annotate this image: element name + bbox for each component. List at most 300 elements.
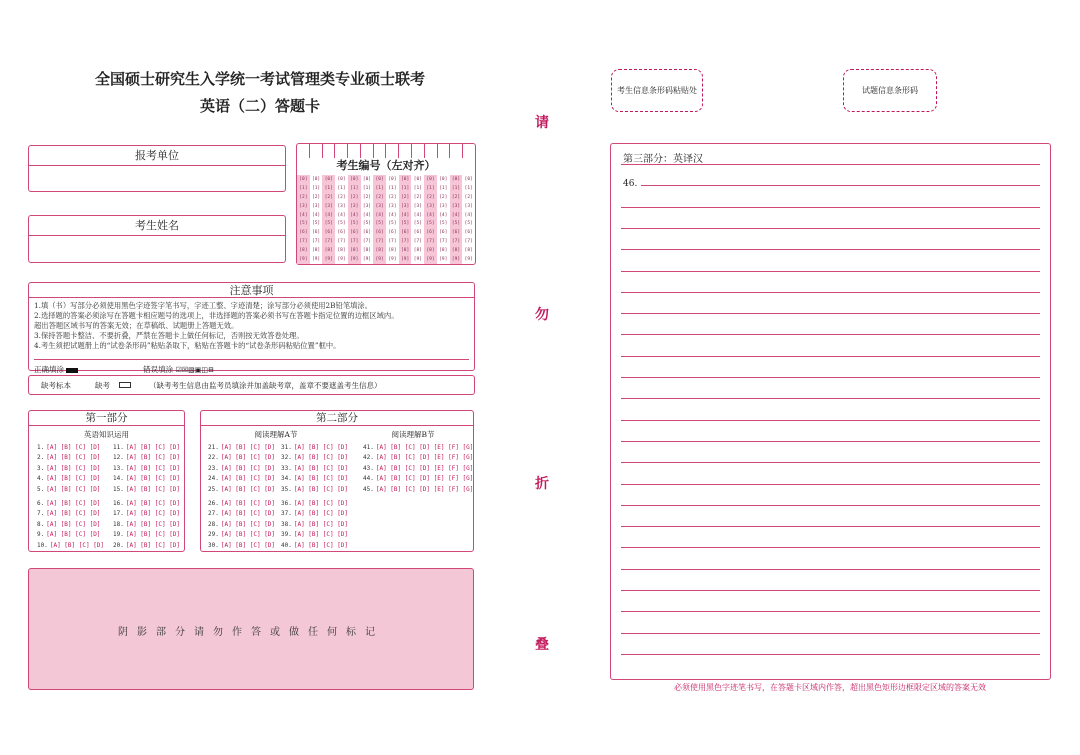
- answer-options[interactable]: [A] [B] [C] [D]: [293, 444, 349, 451]
- unit-field[interactable]: [28, 145, 286, 192]
- question-row[interactable]: [37, 521, 104, 531]
- answer-line[interactable]: [621, 526, 1040, 527]
- answer-options[interactable]: [A] [B] [C] [D]: [220, 499, 276, 507]
- answer-options[interactable]: [A] [B] [C] [D] [E] [F] [G]: [375, 454, 474, 462]
- question-row[interactable]: [113, 531, 180, 541]
- digit-bubble[interactable]: [6]: [350, 230, 359, 236]
- answer-options[interactable]: [A] [B] [C] [D]: [125, 464, 181, 472]
- digit-bubble[interactable]: [1]: [451, 185, 461, 191]
- answer-options[interactable]: [A] [B] [C] [D]: [220, 444, 276, 451]
- digit-bubble[interactable]: [4]: [299, 212, 308, 218]
- question-row[interactable]: [37, 500, 104, 510]
- digit-bubble[interactable]: [7]: [324, 239, 333, 245]
- exam-digit-column[interactable]: [322, 175, 335, 264]
- answer-line[interactable]: [621, 654, 1040, 655]
- exam-digit-column[interactable]: [361, 175, 374, 264]
- digit-bubble[interactable]: [6]: [439, 230, 448, 236]
- digit-bubble[interactable]: [3]: [312, 203, 321, 209]
- answer-options[interactable]: [A] [B] [C] [D] [E] [F] [G]: [375, 464, 474, 472]
- part1-column-1[interactable]: [37, 444, 104, 552]
- digit-bubble[interactable]: [5]: [324, 221, 333, 227]
- question-row[interactable]: [363, 454, 473, 464]
- answer-options[interactable]: [A] [B] [C] [D]: [293, 510, 349, 518]
- digit-bubble[interactable]: [8]: [324, 248, 333, 254]
- part3-box[interactable]: [610, 143, 1051, 680]
- digit-bubble[interactable]: [0]: [464, 176, 473, 182]
- answer-line[interactable]: [621, 398, 1040, 399]
- part2-column-3[interactable]: [363, 444, 473, 496]
- digit-bubble[interactable]: [1]: [350, 185, 359, 191]
- digit-bubble[interactable]: [1]: [362, 185, 372, 191]
- digit-bubble[interactable]: [0]: [439, 176, 448, 182]
- answer-options[interactable]: [A] [B] [C] [D]: [293, 464, 349, 472]
- exam-digit-column[interactable]: [399, 175, 412, 264]
- question-row[interactable]: [363, 475, 473, 485]
- question-row[interactable]: [281, 542, 348, 552]
- question-row[interactable]: [363, 486, 473, 496]
- digit-bubble[interactable]: [7]: [362, 239, 372, 245]
- digit-bubble[interactable]: [8]: [451, 248, 461, 254]
- answer-options[interactable]: [A] [B] [C] [D]: [293, 531, 349, 539]
- digit-bubble[interactable]: [3]: [324, 203, 333, 209]
- answer-options[interactable]: [A] [B] [C] [D]: [46, 454, 101, 462]
- exam-barcode-area[interactable]: [843, 69, 937, 112]
- question-row[interactable]: [113, 542, 180, 552]
- digit-bubble[interactable]: [6]: [312, 230, 321, 236]
- digit-bubble[interactable]: [1]: [388, 185, 397, 191]
- answer-options[interactable]: [A] [B] [C] [D]: [46, 475, 101, 483]
- question-row[interactable]: [208, 454, 275, 464]
- digit-bubble[interactable]: [1]: [426, 185, 435, 191]
- digit-bubble[interactable]: [0]: [451, 176, 461, 182]
- answer-line[interactable]: [621, 420, 1040, 421]
- answer-options[interactable]: [A] [B] [C] [D] [E] [F] [G]: [375, 444, 474, 451]
- answer-options[interactable]: [A] [B] [C] [D]: [46, 531, 101, 539]
- part3-title: 第三部分：英译汉: [623, 154, 703, 165]
- digit-bubble[interactable]: [0]: [337, 176, 346, 182]
- digit-bubble[interactable]: [2]: [439, 194, 448, 200]
- question-row[interactable]: [208, 465, 275, 475]
- digit-bubble[interactable]: [9]: [337, 256, 346, 262]
- digit-bubble[interactable]: [6]: [388, 230, 397, 236]
- exam-number-bubbles[interactable]: [297, 175, 475, 264]
- answer-line[interactable]: [621, 207, 1040, 208]
- answer-options[interactable]: [A] [B] [C] [D]: [125, 485, 181, 493]
- question-number: 23.: [208, 464, 219, 472]
- digit-bubble[interactable]: [0]: [388, 176, 397, 182]
- digit-bubble[interactable]: [9]: [401, 256, 410, 262]
- answer-line[interactable]: [621, 441, 1040, 442]
- digit-bubble[interactable]: [8]: [312, 248, 321, 254]
- digit-bubble[interactable]: [1]: [375, 185, 384, 191]
- digit-bubble[interactable]: [4]: [439, 212, 448, 218]
- question-number: 14.: [113, 475, 124, 483]
- answer-options[interactable]: [A] [B] [C] [D]: [125, 499, 181, 507]
- answer-line[interactable]: [621, 569, 1040, 570]
- digit-bubble[interactable]: [4]: [312, 212, 321, 218]
- answer-options[interactable]: [A] [B] [C] [D]: [46, 499, 101, 507]
- answer-line[interactable]: [621, 356, 1040, 357]
- digit-bubble[interactable]: [3]: [375, 203, 384, 209]
- answer-options[interactable]: [A] [B] [C] [D]: [125, 541, 181, 549]
- answer-line[interactable]: [621, 484, 1040, 485]
- digit-bubble[interactable]: [3]: [451, 203, 461, 209]
- digit-bubble[interactable]: [2]: [401, 194, 410, 200]
- question-row[interactable]: [113, 486, 180, 496]
- digit-bubble[interactable]: [3]: [413, 203, 422, 209]
- question-number: 28.: [208, 520, 219, 528]
- digit-bubble[interactable]: [5]: [350, 221, 359, 227]
- question-row[interactable]: [208, 531, 275, 541]
- question-row[interactable]: [113, 500, 180, 510]
- question-number: 37.: [281, 510, 292, 518]
- answer-line[interactable]: [621, 547, 1040, 548]
- digit-bubble[interactable]: [1]: [401, 185, 410, 191]
- answer-line[interactable]: [621, 271, 1040, 272]
- answer-line[interactable]: [621, 164, 1040, 165]
- digit-bubble[interactable]: [5]: [375, 221, 384, 227]
- answer-options[interactable]: [A] [B] [C] [D]: [46, 510, 101, 518]
- digit-bubble[interactable]: [4]: [362, 212, 372, 218]
- question-row[interactable]: [208, 500, 275, 510]
- digit-bubble[interactable]: [4]: [337, 212, 346, 218]
- answer-options[interactable]: [A] [B] [C] [D]: [293, 499, 349, 507]
- digit-bubble[interactable]: [3]: [299, 203, 308, 209]
- answer-options[interactable]: [A] [B] [C] [D]: [293, 520, 349, 528]
- digit-bubble[interactable]: [8]: [439, 248, 448, 254]
- digit-bubble[interactable]: [9]: [426, 256, 435, 262]
- notes-line: 3.保持答题卡整洁、不要折叠，严禁在答题卡上做任何标记，否则按无效答卷处理。: [34, 331, 304, 340]
- digit-bubble[interactable]: [9]: [299, 256, 308, 262]
- digit-bubble[interactable]: [7]: [388, 239, 397, 245]
- digit-bubble[interactable]: [8]: [375, 248, 384, 254]
- digit-bubble[interactable]: [5]: [426, 221, 435, 227]
- question-row[interactable]: [208, 475, 275, 485]
- digit-bubble[interactable]: [7]: [299, 239, 308, 245]
- question-number: 9.: [37, 531, 45, 539]
- digit-bubble[interactable]: [4]: [324, 212, 333, 218]
- digit-bubble[interactable]: [6]: [324, 230, 333, 236]
- digit-bubble[interactable]: [2]: [388, 194, 397, 200]
- digit-bubble[interactable]: [8]: [413, 248, 422, 254]
- digit-bubble[interactable]: [4]: [413, 212, 422, 218]
- question-row[interactable]: [281, 465, 348, 475]
- exam-number-write-cells[interactable]: [297, 144, 475, 158]
- exam-digit-column[interactable]: [348, 175, 361, 264]
- digit-bubble[interactable]: [3]: [464, 203, 473, 209]
- name-field[interactable]: [28, 215, 286, 263]
- digit-bubble[interactable]: [5]: [464, 221, 473, 227]
- answer-options[interactable]: [A] [B] [C] [D]: [46, 485, 101, 493]
- digit-bubble[interactable]: [8]: [350, 248, 359, 254]
- answer-options[interactable]: [A] [B] [C] [D]: [293, 485, 349, 493]
- digit-bubble[interactable]: [1]: [324, 185, 333, 191]
- question-number: 40.: [281, 541, 292, 549]
- digit-bubble[interactable]: [8]: [401, 248, 410, 254]
- question-row[interactable]: [281, 510, 348, 520]
- question-row[interactable]: [281, 444, 348, 454]
- digit-bubble[interactable]: [4]: [375, 212, 384, 218]
- digit-bubble[interactable]: [0]: [299, 176, 308, 182]
- digit-bubble[interactable]: [6]: [464, 230, 473, 236]
- answer-line[interactable]: [621, 377, 1040, 378]
- exam-number-grid[interactable]: [296, 143, 476, 265]
- digit-bubble[interactable]: [0]: [426, 176, 435, 182]
- exam-digit-column[interactable]: [297, 175, 310, 264]
- answer-line[interactable]: [621, 611, 1040, 612]
- question-row[interactable]: [113, 444, 180, 454]
- digit-bubble[interactable]: [5]: [299, 221, 308, 227]
- digit-bubble[interactable]: [5]: [388, 221, 397, 227]
- digit-bubble[interactable]: [0]: [350, 176, 359, 182]
- digit-bubble[interactable]: [3]: [337, 203, 346, 209]
- digit-bubble[interactable]: [8]: [388, 248, 397, 254]
- digit-bubble[interactable]: [6]: [401, 230, 410, 236]
- digit-bubble[interactable]: [6]: [337, 230, 346, 236]
- digit-bubble[interactable]: [9]: [312, 256, 321, 262]
- question-row[interactable]: [281, 531, 348, 541]
- exam-digit-column[interactable]: [335, 175, 348, 264]
- answer-options[interactable]: [A] [B] [C] [D]: [220, 475, 276, 483]
- digit-bubble[interactable]: [0]: [375, 176, 384, 182]
- question-row[interactable]: [37, 475, 104, 485]
- exam-digit-column[interactable]: [386, 175, 399, 264]
- digit-bubble[interactable]: [9]: [464, 256, 473, 262]
- digit-bubble[interactable]: [2]: [337, 194, 346, 200]
- answer-line[interactable]: [621, 292, 1040, 293]
- answer-line[interactable]: [621, 334, 1040, 335]
- candidate-barcode-area[interactable]: [611, 69, 703, 112]
- digit-bubble[interactable]: [4]: [426, 212, 435, 218]
- digit-bubble[interactable]: [6]: [426, 230, 435, 236]
- digit-bubble[interactable]: [9]: [375, 256, 384, 262]
- exam-digit-column[interactable]: [411, 175, 424, 264]
- answer-options[interactable]: [A] [B] [C] [D]: [125, 510, 181, 518]
- digit-bubble[interactable]: [0]: [413, 176, 422, 182]
- answer-options[interactable]: [A] [B] [C] [D]: [293, 541, 349, 549]
- answer-options[interactable]: [A] [B] [C] [D]: [220, 454, 276, 462]
- exam-digit-column[interactable]: [373, 175, 386, 264]
- answer-options[interactable]: [A] [B] [C] [D]: [220, 520, 276, 528]
- digit-bubble[interactable]: [9]: [362, 256, 372, 262]
- answer-options[interactable]: [A] [B] [C] [D]: [220, 541, 276, 549]
- answer-options[interactable]: [A] [B] [C] [D]: [220, 464, 276, 472]
- question-row[interactable]: [208, 510, 275, 520]
- question-row[interactable]: [208, 521, 275, 531]
- question-row[interactable]: [37, 531, 104, 541]
- digit-bubble[interactable]: [6]: [362, 230, 372, 236]
- question-row[interactable]: [113, 510, 180, 520]
- question-row[interactable]: [208, 542, 275, 552]
- question-row[interactable]: [208, 444, 275, 454]
- digit-bubble[interactable]: [0]: [312, 176, 321, 182]
- question-number: 24.: [208, 475, 219, 483]
- part2-column-1[interactable]: [208, 444, 275, 552]
- digit-bubble[interactable]: [5]: [312, 221, 321, 227]
- answer-options[interactable]: [A] [B] [C] [D]: [46, 520, 101, 528]
- digit-bubble[interactable]: [3]: [362, 203, 372, 209]
- question-row[interactable]: [363, 465, 473, 475]
- answer-line[interactable]: [621, 249, 1040, 250]
- digit-bubble[interactable]: [6]: [299, 230, 308, 236]
- digit-bubble[interactable]: [4]: [464, 212, 473, 218]
- question-row[interactable]: [281, 486, 348, 496]
- digit-bubble[interactable]: [2]: [451, 194, 461, 200]
- digit-bubble[interactable]: [6]: [375, 230, 384, 236]
- part2-sub-a: 阅读理解A节: [254, 430, 298, 439]
- digit-bubble[interactable]: [9]: [324, 256, 333, 262]
- digit-bubble[interactable]: [8]: [362, 248, 372, 254]
- digit-bubble[interactable]: [4]: [401, 212, 410, 218]
- digit-bubble[interactable]: [7]: [426, 239, 435, 245]
- question-row[interactable]: [113, 465, 180, 475]
- question-row[interactable]: [37, 486, 104, 496]
- question-row[interactable]: [37, 542, 104, 552]
- digit-bubble[interactable]: [2]: [426, 194, 435, 200]
- answer-options[interactable]: [A] [B] [C] [D]: [125, 475, 181, 483]
- digit-bubble[interactable]: [7]: [337, 239, 346, 245]
- question-number: 5.: [37, 485, 45, 493]
- part1-column-2[interactable]: [113, 444, 180, 552]
- digit-bubble[interactable]: [1]: [413, 185, 422, 191]
- digit-bubble[interactable]: [1]: [337, 185, 346, 191]
- digit-bubble[interactable]: [3]: [388, 203, 397, 209]
- question-row[interactable]: [113, 475, 180, 485]
- question-row[interactable]: [281, 500, 348, 510]
- digit-bubble[interactable]: [2]: [362, 194, 372, 200]
- correct-fill-label: 正确填涂: [34, 365, 64, 374]
- digit-bubble[interactable]: [8]: [464, 248, 473, 254]
- digit-bubble[interactable]: [5]: [401, 221, 410, 227]
- question-row[interactable]: [37, 465, 104, 475]
- question-row[interactable]: [281, 454, 348, 464]
- digit-bubble[interactable]: [2]: [312, 194, 321, 200]
- digit-bubble[interactable]: [1]: [464, 185, 473, 191]
- answer-options[interactable]: [A] [B] [C] [D] [E] [F] [G]: [375, 475, 474, 483]
- answer-options[interactable]: [A] [B] [C] [D]: [220, 485, 276, 493]
- answer-options[interactable]: [A] [B] [C] [D]: [46, 464, 101, 472]
- question-row[interactable]: [113, 454, 180, 464]
- question-46-number: 46.: [623, 179, 638, 189]
- digit-bubble[interactable]: [8]: [426, 248, 435, 254]
- digit-bubble[interactable]: [1]: [312, 185, 321, 191]
- answer-options[interactable]: [A] [B] [C] [D]: [220, 531, 276, 539]
- digit-bubble[interactable]: [7]: [350, 239, 359, 245]
- digit-bubble[interactable]: [3]: [350, 203, 359, 209]
- question-number: 42.: [363, 454, 374, 462]
- digit-bubble[interactable]: [2]: [464, 194, 473, 200]
- answer-line[interactable]: [621, 633, 1040, 634]
- notes-line: 2.选择题的答案必须涂写在答题卡相应题号的选项上，非选择题的答案必须书写在答题卡指定位置的边框区域内。: [34, 311, 399, 320]
- digit-bubble[interactable]: [3]: [439, 203, 448, 209]
- digit-bubble[interactable]: [7]: [413, 239, 422, 245]
- digit-bubble[interactable]: [1]: [299, 185, 308, 191]
- digit-bubble[interactable]: [2]: [375, 194, 384, 200]
- digit-bubble[interactable]: [0]: [401, 176, 410, 182]
- fold-char-4: 叠: [535, 637, 549, 653]
- question-row[interactable]: [208, 486, 275, 496]
- digit-bubble[interactable]: [5]: [439, 221, 448, 227]
- digit-bubble[interactable]: [4]: [350, 212, 359, 218]
- digit-bubble[interactable]: [4]: [451, 212, 461, 218]
- digit-bubble[interactable]: [7]: [375, 239, 384, 245]
- digit-bubble[interactable]: [1]: [439, 185, 448, 191]
- answer-line[interactable]: [621, 590, 1040, 591]
- exam-digit-column[interactable]: [310, 175, 323, 264]
- question-row[interactable]: [113, 521, 180, 531]
- digit-bubble[interactable]: [7]: [451, 239, 461, 245]
- digit-bubble[interactable]: [5]: [451, 221, 461, 227]
- part2-column-2[interactable]: [281, 444, 348, 552]
- exam-digit-column[interactable]: [424, 175, 437, 264]
- digit-bubble[interactable]: [2]: [413, 194, 422, 200]
- question-row[interactable]: [363, 444, 473, 454]
- digit-bubble[interactable]: [5]: [362, 221, 372, 227]
- digit-bubble[interactable]: [4]: [388, 212, 397, 218]
- answer-line[interactable]: [621, 462, 1040, 463]
- answer-options[interactable]: [A] [B] [C] [D]: [293, 475, 349, 483]
- exam-digit-column[interactable]: [462, 175, 475, 264]
- digit-bubble[interactable]: [7]: [401, 239, 410, 245]
- digit-bubble[interactable]: [7]: [312, 239, 321, 245]
- digit-bubble[interactable]: [0]: [324, 176, 333, 182]
- digit-bubble[interactable]: [8]: [299, 248, 308, 254]
- answer-options[interactable]: [A] [B] [C] [D]: [125, 444, 181, 451]
- digit-bubble[interactable]: [7]: [464, 239, 473, 245]
- digit-bubble[interactable]: [9]: [350, 256, 359, 262]
- answer-options[interactable]: [A] [B] [C] [D]: [46, 444, 101, 451]
- answer-options[interactable]: [A] [B] [C] [D]: [125, 520, 181, 528]
- question-row[interactable]: [281, 475, 348, 485]
- answer-options[interactable]: [A] [B] [C] [D]: [220, 510, 276, 518]
- question-row[interactable]: [37, 510, 104, 520]
- digit-bubble[interactable]: [3]: [401, 203, 410, 209]
- digit-bubble[interactable]: [5]: [337, 221, 346, 227]
- question-row[interactable]: [37, 454, 104, 464]
- digit-bubble[interactable]: [2]: [299, 194, 308, 200]
- missing-checkbox[interactable]: [119, 382, 131, 388]
- answer-options[interactable]: [A] [B] [C] [D]: [125, 454, 181, 462]
- digit-bubble[interactable]: [9]: [413, 256, 422, 262]
- digit-bubble[interactable]: [2]: [350, 194, 359, 200]
- answer-options[interactable]: [A] [B] [C] [D] [E] [F] [G]: [375, 485, 474, 493]
- digit-bubble[interactable]: [8]: [337, 248, 346, 254]
- digit-bubble[interactable]: [0]: [362, 176, 372, 182]
- digit-bubble[interactable]: [9]: [439, 256, 448, 262]
- exam-digit-column[interactable]: [437, 175, 450, 264]
- answer-line[interactable]: [621, 505, 1040, 506]
- digit-bubble[interactable]: [5]: [413, 221, 422, 227]
- answer-line[interactable]: [641, 185, 1040, 186]
- digit-bubble[interactable]: [9]: [451, 256, 461, 262]
- question-row[interactable]: [37, 444, 104, 454]
- digit-bubble[interactable]: [6]: [451, 230, 461, 236]
- digit-bubble[interactable]: [9]: [388, 256, 397, 262]
- answer-line[interactable]: [621, 313, 1040, 314]
- part1-box: [28, 410, 185, 552]
- digit-bubble[interactable]: [3]: [426, 203, 435, 209]
- answer-line[interactable]: [621, 228, 1040, 229]
- answer-options[interactable]: [A] [B] [C] [D]: [49, 541, 105, 549]
- question-row[interactable]: [281, 521, 348, 531]
- candidate-barcode-label: 考生信息条形码粘贴处: [617, 86, 697, 95]
- exam-digit-column[interactable]: [450, 175, 463, 264]
- digit-bubble[interactable]: [7]: [439, 239, 448, 245]
- digit-bubble[interactable]: [6]: [413, 230, 422, 236]
- answer-options[interactable]: [A] [B] [C] [D]: [125, 531, 181, 539]
- digit-bubble[interactable]: [2]: [324, 194, 333, 200]
- answer-options[interactable]: [A] [B] [C] [D]: [293, 454, 349, 462]
